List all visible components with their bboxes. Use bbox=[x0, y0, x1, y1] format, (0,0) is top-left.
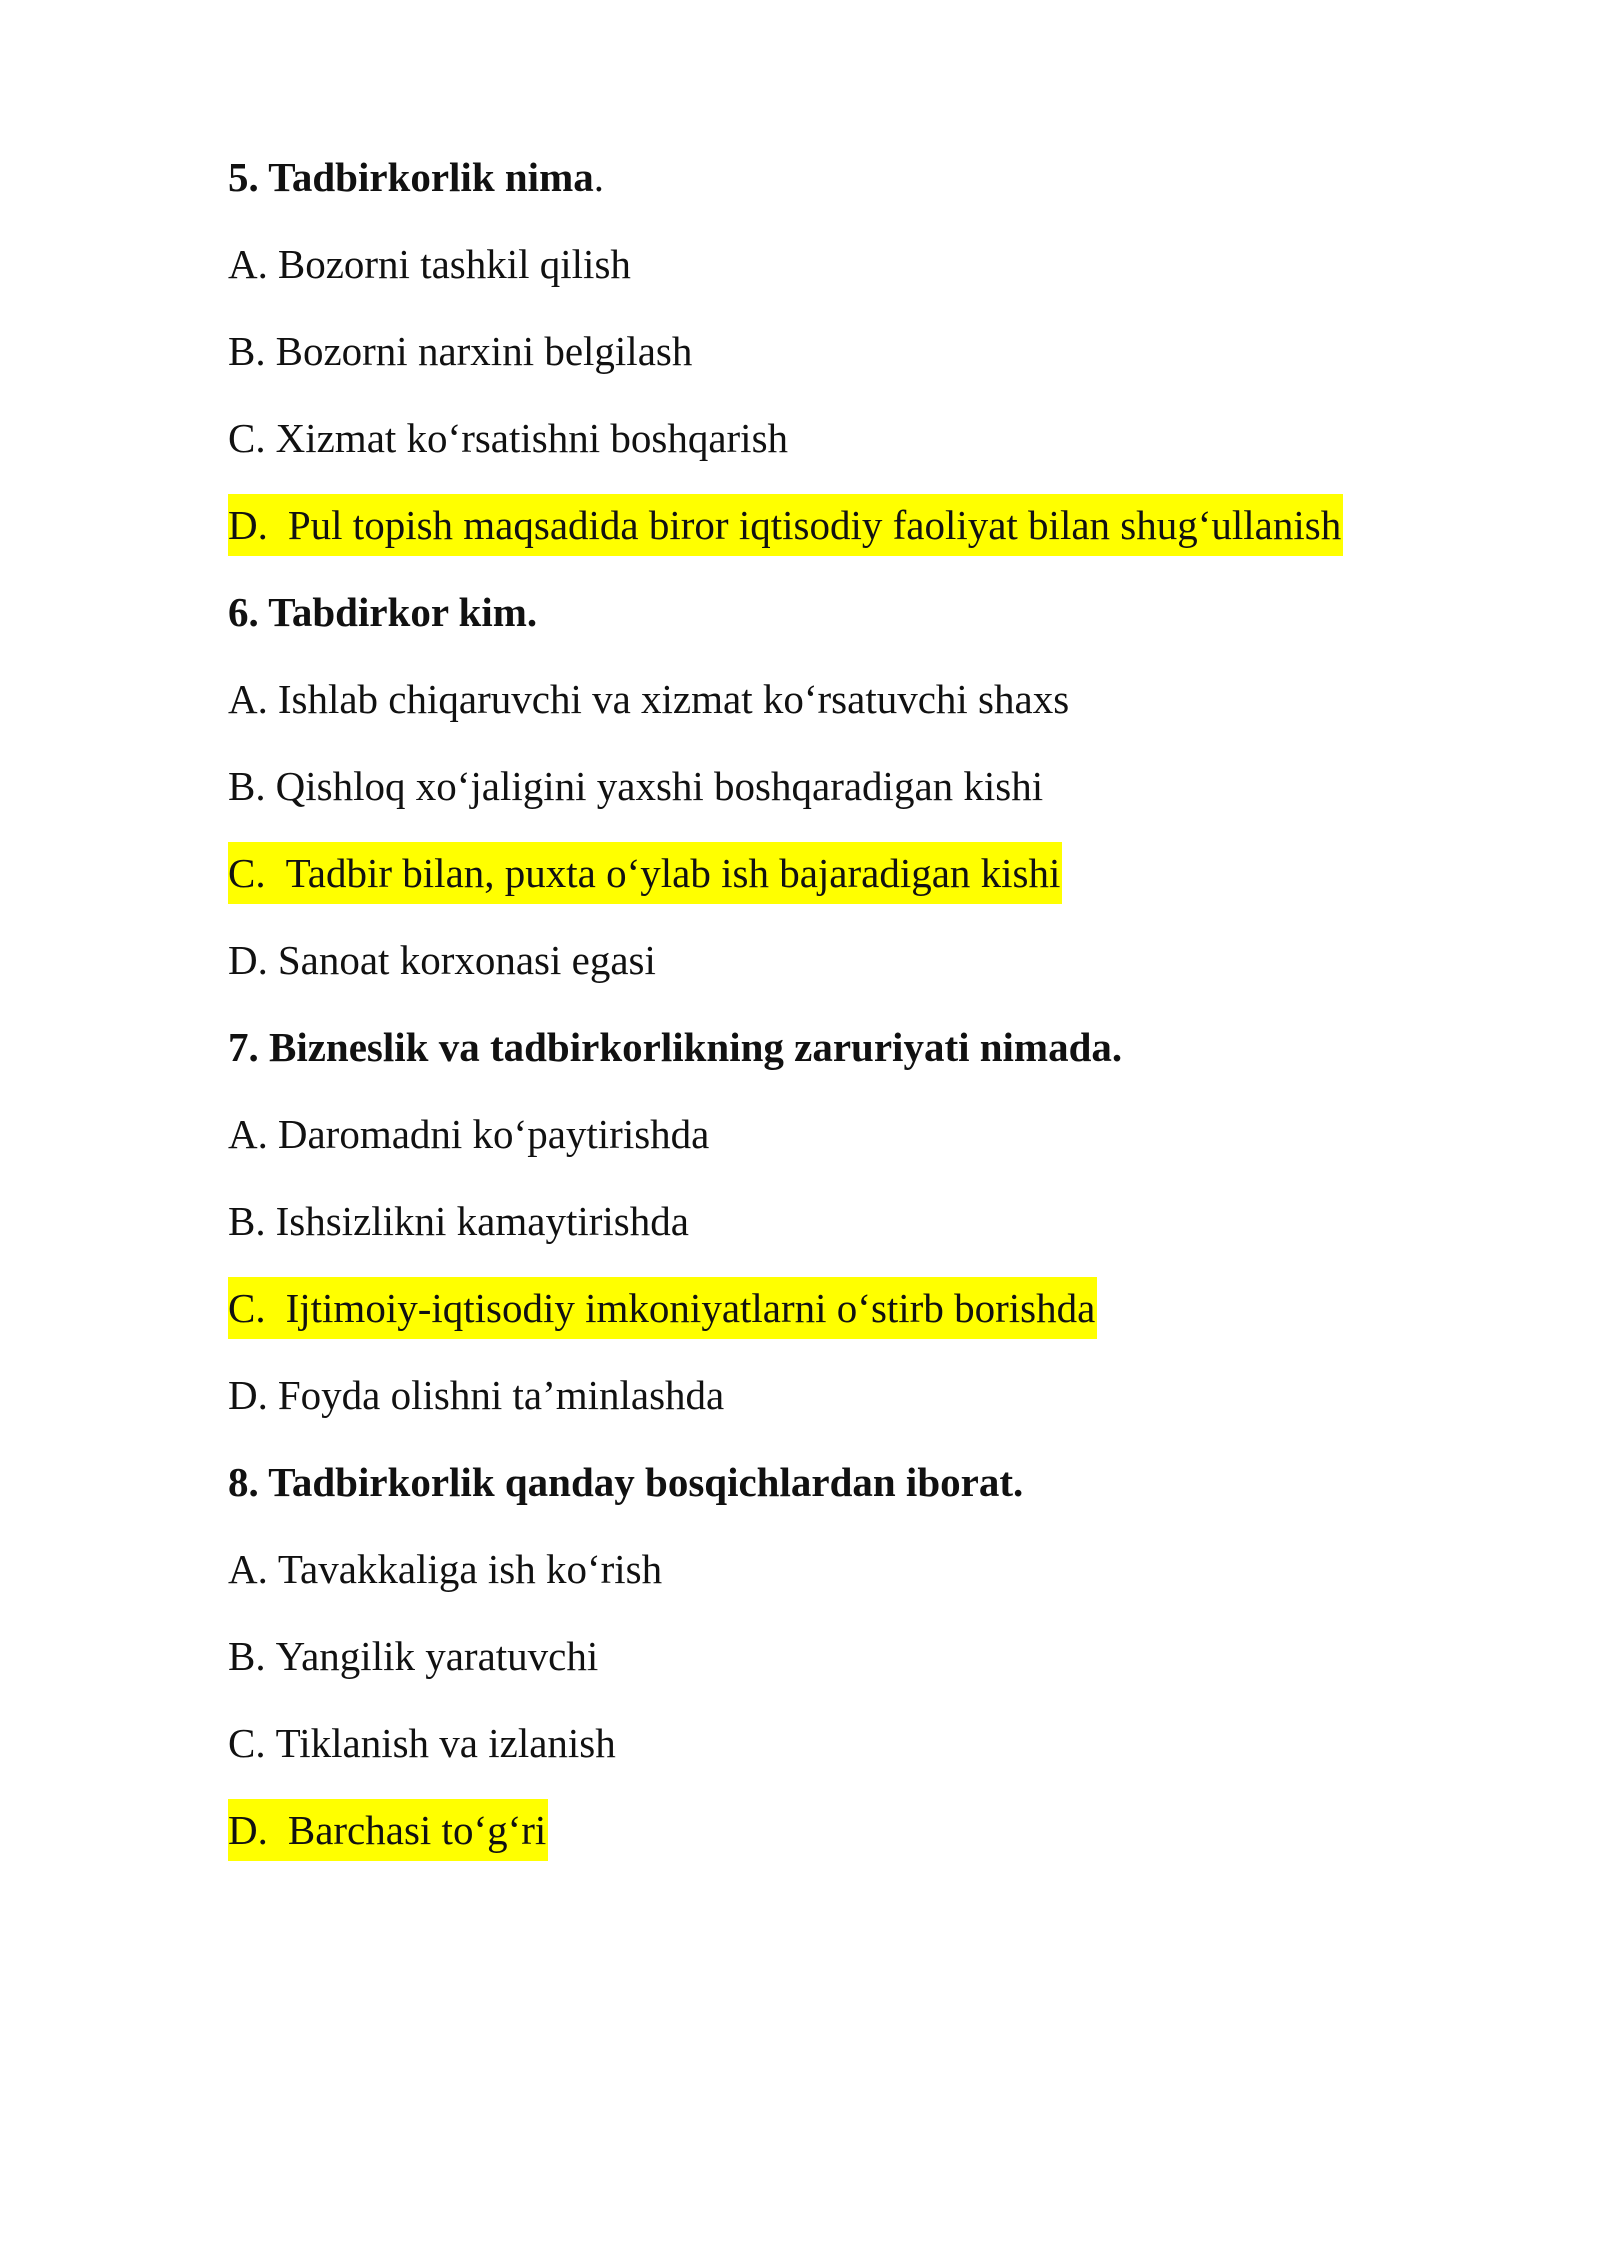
option-d-text bbox=[228, 929, 658, 991]
option-c-text bbox=[228, 1712, 618, 1774]
option-d-text-highlighted bbox=[228, 494, 1343, 556]
question-title-text: 7. Bizneslik va tadbirkorlikning zaruriyati nimada. bbox=[228, 1023, 1123, 1070]
option-letter: C. bbox=[228, 849, 266, 896]
option-b-text bbox=[228, 1625, 600, 1687]
option-a bbox=[228, 220, 1528, 307]
question-title bbox=[228, 568, 1528, 655]
question-block-5 bbox=[228, 133, 1528, 568]
option-letter: D. bbox=[228, 1371, 268, 1418]
option-d bbox=[228, 1351, 1528, 1438]
option-label: Foyda olishni ta’minlashda bbox=[277, 1371, 725, 1418]
question-title-suffix: . bbox=[593, 153, 604, 200]
option-label: Ishsizlikni kamaytirishda bbox=[275, 1197, 689, 1244]
option-a-text bbox=[228, 1538, 664, 1600]
option-b bbox=[228, 1612, 1528, 1699]
option-letter: D. bbox=[228, 936, 268, 983]
option-b bbox=[228, 742, 1528, 829]
option-label: Barchasi to‘g‘ri bbox=[287, 1806, 547, 1853]
option-letter: A. bbox=[228, 675, 268, 722]
option-a-text bbox=[228, 668, 1071, 730]
option-d-text bbox=[228, 1364, 726, 1426]
option-d bbox=[228, 916, 1528, 1003]
option-letter: C. bbox=[228, 1284, 266, 1331]
option-letter: D. bbox=[228, 501, 268, 548]
option-a-text bbox=[228, 233, 633, 295]
option-a bbox=[228, 1090, 1528, 1177]
option-a bbox=[228, 655, 1528, 742]
option-a-text bbox=[228, 1103, 711, 1165]
option-label: Yangilik yaratuvchi bbox=[275, 1632, 599, 1679]
option-label: Tiklanish va izlanish bbox=[275, 1719, 616, 1766]
option-label: Pul topish maqsadida biror iqtisodiy faoliyat bilan shug‘ullanish bbox=[287, 501, 1342, 548]
option-b-text bbox=[228, 320, 694, 382]
option-a bbox=[228, 1525, 1528, 1612]
question-block-6 bbox=[228, 568, 1528, 1003]
option-c bbox=[228, 1264, 1528, 1351]
option-letter: A. bbox=[228, 1545, 268, 1592]
option-label: Bozorni tashkil qilish bbox=[277, 240, 631, 287]
option-b-text bbox=[228, 755, 1045, 817]
question-title-text: 6. Tabdirkor kim. bbox=[228, 588, 538, 635]
option-d bbox=[228, 481, 1528, 568]
option-letter: B. bbox=[228, 327, 266, 374]
question-block-7 bbox=[228, 1003, 1528, 1438]
option-letter: A. bbox=[228, 1110, 268, 1157]
option-c bbox=[228, 394, 1528, 481]
option-c bbox=[228, 1699, 1528, 1786]
option-letter: B. bbox=[228, 1632, 266, 1679]
option-c-text-highlighted bbox=[228, 1277, 1097, 1339]
option-c-text bbox=[228, 407, 790, 469]
question-title bbox=[228, 1003, 1528, 1090]
option-label: Ishlab chiqaruvchi va xizmat ko‘rsatuvchi shaxs bbox=[277, 675, 1070, 722]
option-letter: C. bbox=[228, 1719, 266, 1766]
option-d bbox=[228, 1786, 1528, 1873]
option-label: Daromadni ko‘paytirishda bbox=[277, 1110, 710, 1157]
option-letter: B. bbox=[228, 762, 266, 809]
option-label: Tavakkaliga ish ko‘rish bbox=[277, 1545, 663, 1592]
option-letter: C. bbox=[228, 414, 266, 461]
option-b bbox=[228, 307, 1528, 394]
question-title-text: 5. Tadbirkorlik nima bbox=[228, 153, 594, 200]
option-label: Ijtimoiy-iqtisodiy imkoniyatlarni o‘stirb borishda bbox=[285, 1284, 1096, 1331]
option-b-text bbox=[228, 1190, 691, 1252]
option-c-text-highlighted bbox=[228, 842, 1062, 904]
option-label: Qishloq xo‘jaligini yaxshi boshqaradigan kishi bbox=[275, 762, 1044, 809]
option-label: Sanoat korxonasi egasi bbox=[277, 936, 656, 983]
option-c bbox=[228, 829, 1528, 916]
question-block-8 bbox=[228, 1438, 1528, 1873]
question-title bbox=[228, 1438, 1528, 1525]
option-label: Tadbir bilan, puxta o‘ylab ish bajaradigan kishi bbox=[285, 849, 1061, 896]
option-d-text-highlighted bbox=[228, 1799, 548, 1861]
option-label: Xizmat ko‘rsatishni boshqarish bbox=[275, 414, 789, 461]
question-title bbox=[228, 133, 1528, 220]
option-letter: B. bbox=[228, 1197, 266, 1244]
option-letter: A. bbox=[228, 240, 268, 287]
question-title-text: 8. Tadbirkorlik qanday bosqichlardan iborat. bbox=[228, 1458, 1024, 1505]
option-label: Bozorni narxini belgilash bbox=[275, 327, 693, 374]
option-letter: D. bbox=[228, 1806, 268, 1853]
option-b bbox=[228, 1177, 1528, 1264]
